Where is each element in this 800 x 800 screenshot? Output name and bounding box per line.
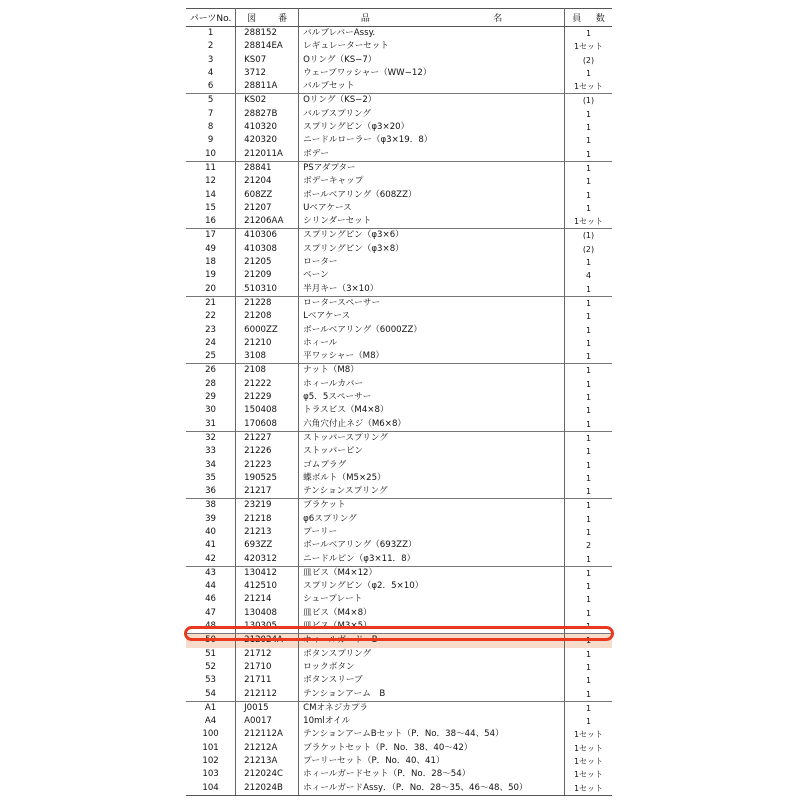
quantity-cell: 1 xyxy=(585,312,592,322)
quantity-cell: 1 xyxy=(585,527,592,537)
item-name-cell: 皿ビス（M3×5） xyxy=(299,620,565,634)
table-row xyxy=(186,324,612,337)
drawing-no-cell: A0017 xyxy=(236,715,299,728)
table-row xyxy=(186,391,612,404)
part-no-cell: 31 xyxy=(186,418,236,432)
drawing-no-cell: 420312 xyxy=(236,553,299,567)
drawing-no-cell: 28811A xyxy=(236,80,299,94)
table-row xyxy=(186,229,612,243)
quantity-cell: 1 xyxy=(585,149,592,159)
table-row xyxy=(186,607,612,620)
table-row xyxy=(186,782,612,796)
parts-table xyxy=(186,8,612,796)
part-no-cell: 1 xyxy=(186,27,236,41)
quantity-cell: 1 xyxy=(585,325,592,335)
part-no-cell: 10 xyxy=(186,148,236,162)
header-drawing-no xyxy=(236,9,299,27)
quantity-cell: 1 xyxy=(585,460,592,470)
item-name-cell: CMオネジカプラ xyxy=(299,701,565,715)
table-row xyxy=(186,189,612,202)
table-row xyxy=(186,648,612,661)
table-row xyxy=(186,269,612,282)
table-row xyxy=(186,701,612,715)
drawing-no-cell: 3712 xyxy=(236,67,299,80)
table-row xyxy=(186,688,612,702)
table-row xyxy=(186,499,612,513)
drawing-no-cell: 21229 xyxy=(236,391,299,404)
quantity-cell: 1セット xyxy=(573,743,604,753)
drawing-no-cell: 410308 xyxy=(236,243,299,256)
item-name-cell: ボデー xyxy=(299,148,565,162)
table-row xyxy=(186,175,612,188)
quantity-cell: 1 xyxy=(585,595,592,605)
quantity-cell: 1 xyxy=(585,109,592,119)
item-name-cell: ボールベアリング（608ZZ） xyxy=(299,189,565,202)
part-no-cell: 24 xyxy=(186,337,236,350)
table-row xyxy=(186,418,612,432)
drawing-no-cell: 21217 xyxy=(236,485,299,499)
part-no-cell: 9 xyxy=(186,134,236,147)
quantity-cell: (2) xyxy=(582,55,595,65)
item-name-cell: ブラケットセット（P．No．38、40〜42） xyxy=(299,742,565,755)
table-row xyxy=(186,121,612,134)
header-item-name xyxy=(299,9,565,27)
table-row xyxy=(186,661,612,674)
table-row xyxy=(186,364,612,378)
part-no-cell: 48 xyxy=(186,620,236,634)
part-no-cell: 47 xyxy=(186,607,236,620)
quantity-cell: 1 xyxy=(585,68,592,78)
table-row xyxy=(186,108,612,121)
quantity-cell: 1 xyxy=(585,177,592,187)
part-no-cell: 20 xyxy=(186,283,236,297)
drawing-no-cell: 21710 xyxy=(236,661,299,674)
item-name-cell: 蝶ボルト（M5×25） xyxy=(299,472,565,485)
drawing-no-cell: 410306 xyxy=(236,229,299,243)
quantity-cell: (1) xyxy=(564,94,612,108)
table-row xyxy=(186,539,612,552)
drawing-no-cell: KS07 xyxy=(236,54,299,67)
part-no-cell: 54 xyxy=(186,688,236,702)
item-name-cell: トラスビス（M4×8） xyxy=(299,404,565,417)
part-no-cell: 44 xyxy=(186,580,236,593)
item-name-cell: ストッパーピン xyxy=(299,445,565,458)
item-name-cell: ホィール xyxy=(299,337,565,350)
drawing-no-cell: 28814EA xyxy=(236,40,299,53)
quantity-cell: 1 xyxy=(564,499,612,513)
part-no-cell: 22 xyxy=(186,310,236,323)
drawing-no-cell: 130408 xyxy=(236,607,299,620)
quantity-cell: (1) xyxy=(564,229,612,243)
table-row xyxy=(186,283,612,297)
table-row xyxy=(186,148,612,162)
quantity-cell: 2 xyxy=(585,541,592,551)
quantity-cell: 1 xyxy=(585,487,592,497)
part-no-cell: 49 xyxy=(186,243,236,256)
part-no-cell: 2 xyxy=(186,40,236,53)
item-name-cell: シュープレート xyxy=(299,593,565,606)
drawing-no-cell: 150408 xyxy=(236,404,299,417)
item-name-cell: ホィールガードAssy．（P．No．28〜35、46〜48、50） xyxy=(299,782,565,796)
quantity-cell: 1セット xyxy=(573,217,604,227)
quantity-cell: 1 xyxy=(564,431,612,445)
part-no-cell: 3 xyxy=(186,54,236,67)
drawing-no-cell: 420320 xyxy=(236,134,299,147)
part-no-cell: 16 xyxy=(186,215,236,229)
header-name-a: 品 xyxy=(360,14,370,24)
part-no-cell: 52 xyxy=(186,661,236,674)
item-name-cell: ロックボタン xyxy=(299,661,565,674)
quantity-cell: 1 xyxy=(564,701,612,715)
item-name-cell: ロータースペーサー xyxy=(299,296,565,310)
item-name-cell: ホィールガードセット（P．No．28〜54） xyxy=(299,768,565,781)
quantity-cell: 1 xyxy=(585,284,592,294)
item-name-cell: 半月キー（3×10） xyxy=(299,283,565,297)
part-no-cell: 23 xyxy=(186,324,236,337)
drawing-no-cell: 170608 xyxy=(236,418,299,432)
table-row xyxy=(186,485,612,499)
part-no-cell: 11 xyxy=(186,161,236,175)
item-name-cell: スプリングピン（φ3×6） xyxy=(299,229,565,243)
part-no-cell: 36 xyxy=(186,485,236,499)
item-name-cell: スプリングピン（φ2．5×10） xyxy=(299,580,565,593)
part-no-cell: 18 xyxy=(186,256,236,269)
table-row xyxy=(186,40,612,53)
drawing-no-cell: 212024A xyxy=(236,634,299,648)
quantity-cell: 1セット xyxy=(573,770,604,780)
drawing-no-cell: J0015 xyxy=(236,701,299,715)
quantity-cell: 1 xyxy=(585,123,592,133)
quantity-cell: 1 xyxy=(564,161,612,175)
quantity-cell: 1 xyxy=(585,136,592,146)
part-no-cell: 6 xyxy=(186,80,236,94)
part-no-cell: 34 xyxy=(186,459,236,472)
item-name-cell: スプリングピン（φ3×20） xyxy=(299,121,565,134)
part-no-cell: 46 xyxy=(186,593,236,606)
item-name-cell: ニードルローラー（φ3×19．8） xyxy=(299,134,565,147)
drawing-no-cell: 28827B xyxy=(236,108,299,121)
part-no-cell: 35 xyxy=(186,472,236,485)
table-row xyxy=(186,580,612,593)
quantity-cell: 1 xyxy=(585,473,592,483)
drawing-no-cell: 21712 xyxy=(236,648,299,661)
table-row xyxy=(186,161,612,175)
drawing-no-cell: 21218 xyxy=(236,513,299,526)
table-row xyxy=(186,215,612,229)
item-name-cell: ナット（M8） xyxy=(299,364,565,378)
item-name-cell: 10mlオイル xyxy=(299,715,565,728)
drawing-no-cell: 130412 xyxy=(236,566,299,580)
table-row xyxy=(186,674,612,687)
drawing-no-cell: 21206AA xyxy=(236,215,299,229)
part-no-cell: 14 xyxy=(186,189,236,202)
item-name-cell: ボタンスリーブ xyxy=(299,674,565,687)
item-name-cell: ボールベアリング（6000ZZ） xyxy=(299,324,565,337)
item-name-cell: テンションアーム B xyxy=(299,688,565,702)
drawing-no-cell: 212024B xyxy=(236,782,299,796)
header-qty-b: 数 xyxy=(595,14,605,24)
drawing-no-cell: 21213A xyxy=(236,755,299,768)
table-body xyxy=(186,27,612,796)
quantity-cell: 1 xyxy=(564,296,612,310)
header-drawing-b: 番 xyxy=(278,14,288,24)
drawing-no-cell: 212112A xyxy=(236,728,299,741)
quantity-cell: 1セット xyxy=(564,782,612,796)
table-row xyxy=(186,243,612,256)
table-row xyxy=(186,728,612,741)
header-part-no: パーツNo. xyxy=(186,9,236,27)
part-no-cell: 51 xyxy=(186,648,236,661)
table-row xyxy=(186,593,612,606)
part-no-cell: 50 xyxy=(186,634,236,648)
item-name-cell: ベーン xyxy=(299,269,565,282)
drawing-no-cell: 21222 xyxy=(236,378,299,391)
drawing-no-cell: 2108 xyxy=(236,364,299,378)
table-row xyxy=(186,755,612,768)
header-qty-a: 員 xyxy=(572,14,582,24)
table-row xyxy=(186,134,612,147)
part-no-cell: 32 xyxy=(186,431,236,445)
drawing-no-cell: 510310 xyxy=(236,283,299,297)
table-row xyxy=(186,94,612,108)
item-name-cell: プーリーセット（P．No．40、41） xyxy=(299,755,565,768)
item-name-cell: Oリング（KS−7） xyxy=(299,54,565,67)
part-no-cell: A4 xyxy=(186,715,236,728)
quantity-cell: 1 xyxy=(585,419,592,429)
drawing-no-cell: 608ZZ xyxy=(236,189,299,202)
quantity-cell: 1セット xyxy=(573,42,604,52)
drawing-no-cell: 693ZZ xyxy=(236,539,299,552)
drawing-no-cell: 21227 xyxy=(236,431,299,445)
part-no-cell: 7 xyxy=(186,108,236,121)
drawing-no-cell: 21207 xyxy=(236,202,299,215)
drawing-no-cell: 288152 xyxy=(236,27,299,41)
quantity-cell: 1セット xyxy=(573,730,604,740)
drawing-no-cell: 212011A xyxy=(236,148,299,162)
table-row xyxy=(186,310,612,323)
item-name-cell: ボールベアリング（693ZZ） xyxy=(299,539,565,552)
part-no-cell: 12 xyxy=(186,175,236,188)
item-name-cell: レギュレーターセット xyxy=(299,40,565,53)
item-name-cell: プーリー xyxy=(299,526,565,539)
part-no-cell: 102 xyxy=(186,755,236,768)
drawing-no-cell: 6000ZZ xyxy=(236,324,299,337)
table-row xyxy=(186,566,612,580)
drawing-no-cell: 21213 xyxy=(236,526,299,539)
table-row xyxy=(186,768,612,781)
item-name-cell: バルブセット xyxy=(299,80,565,94)
table-row xyxy=(186,742,612,755)
drawing-no-cell: 130305 xyxy=(236,620,299,634)
quantity-cell: 1 xyxy=(585,352,592,362)
highlight-outline xyxy=(184,626,614,641)
part-no-cell: 15 xyxy=(186,202,236,215)
drawing-no-cell: 21204 xyxy=(236,175,299,188)
table-row xyxy=(186,459,612,472)
part-no-cell: 30 xyxy=(186,404,236,417)
part-no-cell: 25 xyxy=(186,350,236,364)
table-row xyxy=(186,715,612,728)
item-name-cell: スプリングピン（φ3×8） xyxy=(299,243,565,256)
drawing-no-cell: 21209 xyxy=(236,269,299,282)
table-row xyxy=(186,378,612,391)
quantity-cell: 1 xyxy=(585,514,592,524)
drawing-no-cell: 21210 xyxy=(236,337,299,350)
part-no-cell: 28 xyxy=(186,378,236,391)
quantity-cell: 1 xyxy=(585,379,592,389)
part-no-cell: A1 xyxy=(186,701,236,715)
item-name-cell: φ5．5スペーサー xyxy=(299,391,565,404)
quantity-cell: 1 xyxy=(585,258,592,268)
item-name-cell: Oリング（KS−2） xyxy=(299,94,565,108)
part-no-cell: 5 xyxy=(186,94,236,108)
item-name-cell: テンションスプリング xyxy=(299,485,565,499)
quantity-cell: 1 xyxy=(585,554,592,564)
part-no-cell: 4 xyxy=(186,67,236,80)
table-row xyxy=(186,27,612,41)
drawing-no-cell: 410320 xyxy=(236,121,299,134)
quantity-cell: 1 xyxy=(564,27,612,41)
item-name-cell: ローター xyxy=(299,256,565,269)
table-row xyxy=(186,202,612,215)
table-row xyxy=(186,472,612,485)
part-no-cell: 38 xyxy=(186,499,236,513)
drawing-no-cell: 212112 xyxy=(236,688,299,702)
quantity-cell: 1 xyxy=(564,566,612,580)
part-no-cell: 42 xyxy=(186,553,236,567)
table-row xyxy=(186,513,612,526)
part-no-cell: 104 xyxy=(186,782,236,796)
quantity-cell: 1 xyxy=(585,203,592,213)
table-row xyxy=(186,80,612,94)
part-no-cell: 26 xyxy=(186,364,236,378)
quantity-cell: 1 xyxy=(585,676,592,686)
part-no-cell: 29 xyxy=(186,391,236,404)
drawing-no-cell: 21212A xyxy=(236,742,299,755)
item-name-cell: ボタンスプリング xyxy=(299,648,565,661)
item-name-cell: φ6スプリング xyxy=(299,513,565,526)
item-name-cell: テンションアームBセット（P．No．38〜44、54） xyxy=(299,728,565,741)
part-no-cell: 53 xyxy=(186,674,236,687)
table-row xyxy=(186,296,612,310)
header-drawing-a: 図 xyxy=(247,14,257,24)
drawing-no-cell: 21223 xyxy=(236,459,299,472)
part-no-cell: 41 xyxy=(186,539,236,552)
part-no-cell: 103 xyxy=(186,768,236,781)
drawing-no-cell: 21205 xyxy=(236,256,299,269)
drawing-no-cell: 212024C xyxy=(236,768,299,781)
item-name-cell: 六角穴付止ネジ（M6×8） xyxy=(299,418,565,432)
quantity-cell: 1 xyxy=(564,634,612,648)
quantity-cell: 1セット xyxy=(573,757,604,767)
drawing-no-cell: 21214 xyxy=(236,593,299,606)
table-row xyxy=(186,350,612,364)
part-no-cell: 40 xyxy=(186,526,236,539)
item-name-cell: ホィールガード B xyxy=(299,634,565,648)
part-no-cell: 33 xyxy=(186,445,236,458)
item-name-cell: ホィールカバー xyxy=(299,378,565,391)
quantity-cell: 1 xyxy=(585,447,592,457)
part-no-cell: 17 xyxy=(186,229,236,243)
part-no-cell: 19 xyxy=(186,269,236,282)
part-no-cell: 43 xyxy=(186,566,236,580)
table-row xyxy=(186,404,612,417)
part-no-cell: 39 xyxy=(186,513,236,526)
table-row xyxy=(186,526,612,539)
header-quantity xyxy=(564,9,612,27)
item-name-cell: バルブスプリング xyxy=(299,108,565,121)
quantity-cell: 1 xyxy=(585,406,592,416)
drawing-no-cell: 412510 xyxy=(236,580,299,593)
table-row xyxy=(186,553,612,567)
quantity-cell: 1 xyxy=(585,689,592,699)
quantity-cell: 4 xyxy=(585,271,592,281)
quantity-cell: 1 xyxy=(585,338,592,348)
item-name-cell: バルブレバーAssy. xyxy=(299,27,565,41)
drawing-no-cell: 3108 xyxy=(236,350,299,364)
drawing-no-cell: KS02 xyxy=(236,94,299,108)
table-row xyxy=(186,431,612,445)
item-name-cell: 皿ビス（M4×8） xyxy=(299,607,565,620)
part-no-cell: 21 xyxy=(186,296,236,310)
item-name-cell: ボデーキャップ xyxy=(299,175,565,188)
item-name-cell: ウェーブワッシャー（WW−12） xyxy=(299,67,565,80)
item-name-cell: Lベアケース xyxy=(299,310,565,323)
table-row xyxy=(186,445,612,458)
quantity-cell: 1セット xyxy=(573,82,604,92)
drawing-no-cell: 23219 xyxy=(236,499,299,513)
header-name-b: 名 xyxy=(493,14,503,24)
item-name-cell: ブラケット xyxy=(299,499,565,513)
item-name-cell: ニードルピン（φ3×11．8） xyxy=(299,553,565,567)
item-name-cell: 皿ビス（M4×12） xyxy=(299,566,565,580)
drawing-no-cell: 28841 xyxy=(236,161,299,175)
quantity-cell: 1 xyxy=(585,608,592,618)
item-name-cell: Uベアケース xyxy=(299,202,565,215)
drawing-no-cell: 21711 xyxy=(236,674,299,687)
quantity-cell: (2) xyxy=(582,244,595,254)
table-row xyxy=(186,67,612,80)
drawing-no-cell: 21226 xyxy=(236,445,299,458)
table-row xyxy=(186,256,612,269)
drawing-no-cell: 21228 xyxy=(236,296,299,310)
quantity-cell: 1 xyxy=(585,582,592,592)
table-row xyxy=(186,54,612,67)
item-name-cell: ゴムプラグ xyxy=(299,459,565,472)
item-name-cell: シリンダーセット xyxy=(299,215,565,229)
quantity-cell: 1 xyxy=(585,649,592,659)
quantity-cell: 1 xyxy=(564,364,612,378)
part-no-cell: 8 xyxy=(186,121,236,134)
part-no-cell: 101 xyxy=(186,742,236,755)
quantity-cell: 1 xyxy=(585,717,592,727)
quantity-cell: 1 xyxy=(585,662,592,672)
item-name-cell: 平ワッシャー（M8） xyxy=(299,350,565,364)
quantity-cell: 1 xyxy=(585,190,592,200)
drawing-no-cell: 21208 xyxy=(236,310,299,323)
table-row xyxy=(186,337,612,350)
quantity-cell: 1 xyxy=(585,393,592,403)
drawing-no-cell: 190525 xyxy=(236,472,299,485)
part-no-cell: 100 xyxy=(186,728,236,741)
table-header-row xyxy=(186,9,612,27)
item-name-cell: PSアダプター xyxy=(299,161,565,175)
item-name-cell: ストッパースプリング xyxy=(299,431,565,445)
quantity-cell: 1 xyxy=(585,622,592,632)
